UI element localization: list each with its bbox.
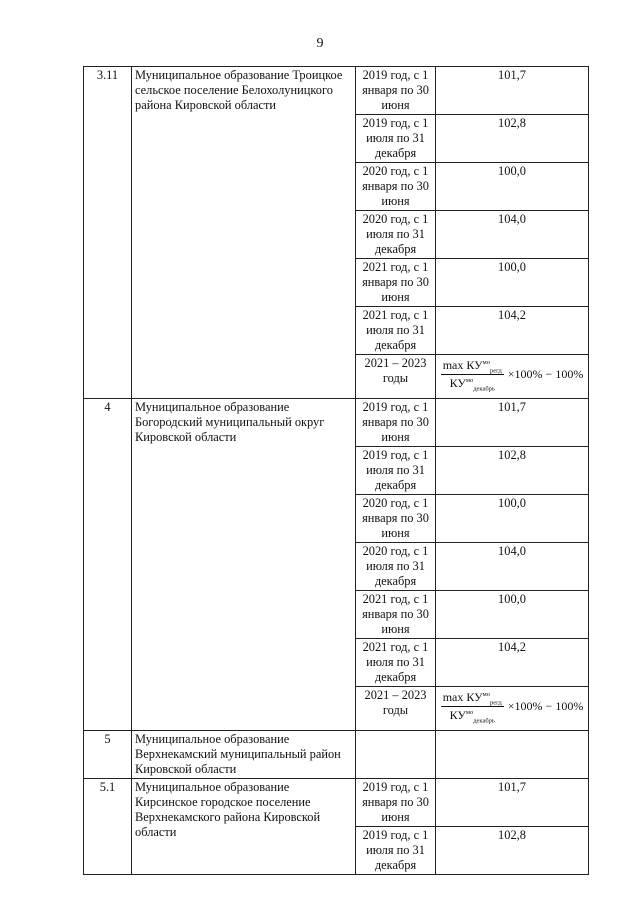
period-cell: 2020 год, с 1 января по 30 июня [356, 495, 436, 543]
period-cell: 2019 год, с 1 января по 30 июня [356, 67, 436, 115]
period-cell: 2019 год, с 1 июля по 31 декабря [356, 115, 436, 163]
index-value: 100,0 [436, 163, 589, 211]
formula-fraction [441, 358, 504, 391]
index-value [436, 687, 589, 731]
formula-tail: ×100% − 100% [507, 699, 584, 713]
index-formula [439, 688, 585, 723]
row-number: 5 [84, 731, 132, 779]
period-cell: 2019 год, с 1 июля по 31 декабря [356, 827, 436, 875]
formula-numerator: $\max КУ^{мо}_{регд}$ [442, 358, 502, 375]
table-row [84, 399, 589, 447]
index-value: 100,0 [436, 591, 589, 639]
formula-numerator: $\max КУ^{мо}_{регд}$ [442, 690, 502, 707]
index-value: 101,7 [436, 67, 589, 115]
row-number: 3.11 [84, 67, 132, 399]
index-value: 104,0 [436, 211, 589, 259]
index-value: 102,8 [436, 115, 589, 163]
formula-tail: ×100% − 100% [507, 367, 584, 381]
period-cell: 2021 год, с 1 января по 30 июня [356, 259, 436, 307]
index-value: 104,2 [436, 307, 589, 355]
period-cell: 2021 – 2023 годы [356, 687, 436, 731]
index-value: 104,0 [436, 543, 589, 591]
formula-fraction [441, 690, 504, 723]
period-cell: 2021 год, с 1 июля по 31 декабря [356, 307, 436, 355]
period-cell [356, 731, 436, 779]
index-value: 101,7 [436, 779, 589, 827]
municipality-name: Муниципальное образование Кирсинское городское поселение Верхнекамского района Кировской области [132, 779, 356, 875]
page-number: 9 [316, 36, 324, 51]
tariff-index-table [83, 66, 589, 875]
period-cell: 2021 год, с 1 июля по 31 декабря [356, 639, 436, 687]
row-number: 5.1 [84, 779, 132, 875]
index-value [436, 731, 589, 779]
municipality-name: Муниципальное образование Троицкое сельское поселение Белохолуницкого района Кировской области [132, 67, 356, 399]
index-value: 104,2 [436, 639, 589, 687]
formula-denominator: $КУ^{мо}_{декабрь}$ [449, 376, 495, 393]
municipality-name: Муниципальное образование Верхнекамский муниципальный район Кировской области [132, 731, 356, 779]
period-cell: 2020 год, с 1 января по 30 июня [356, 163, 436, 211]
period-cell: 2019 год, с 1 июля по 31 декабря [356, 447, 436, 495]
index-value: 101,7 [436, 399, 589, 447]
formula-denominator: $КУ^{мо}_{декабрь}$ [449, 708, 495, 725]
index-value [436, 355, 589, 399]
table-row [84, 731, 589, 779]
period-cell: 2021 год, с 1 января по 30 июня [356, 591, 436, 639]
table-row [84, 779, 589, 827]
row-number: 4 [84, 399, 132, 731]
period-cell: 2020 год, с 1 июля по 31 декабря [356, 543, 436, 591]
municipality-name: Муниципальное образование Богородский муниципальный округ Кировской области [132, 399, 356, 731]
period-cell: 2019 год, с 1 января по 30 июня [356, 779, 436, 827]
index-value: 100,0 [436, 259, 589, 307]
index-value: 100,0 [436, 495, 589, 543]
period-cell: 2021 – 2023 годы [356, 355, 436, 399]
period-cell: 2020 год, с 1 июля по 31 декабря [356, 211, 436, 259]
index-formula [439, 356, 585, 391]
table-row [84, 67, 589, 115]
index-value: 102,8 [436, 447, 589, 495]
index-value: 102,8 [436, 827, 589, 875]
period-cell: 2019 год, с 1 января по 30 июня [356, 399, 436, 447]
